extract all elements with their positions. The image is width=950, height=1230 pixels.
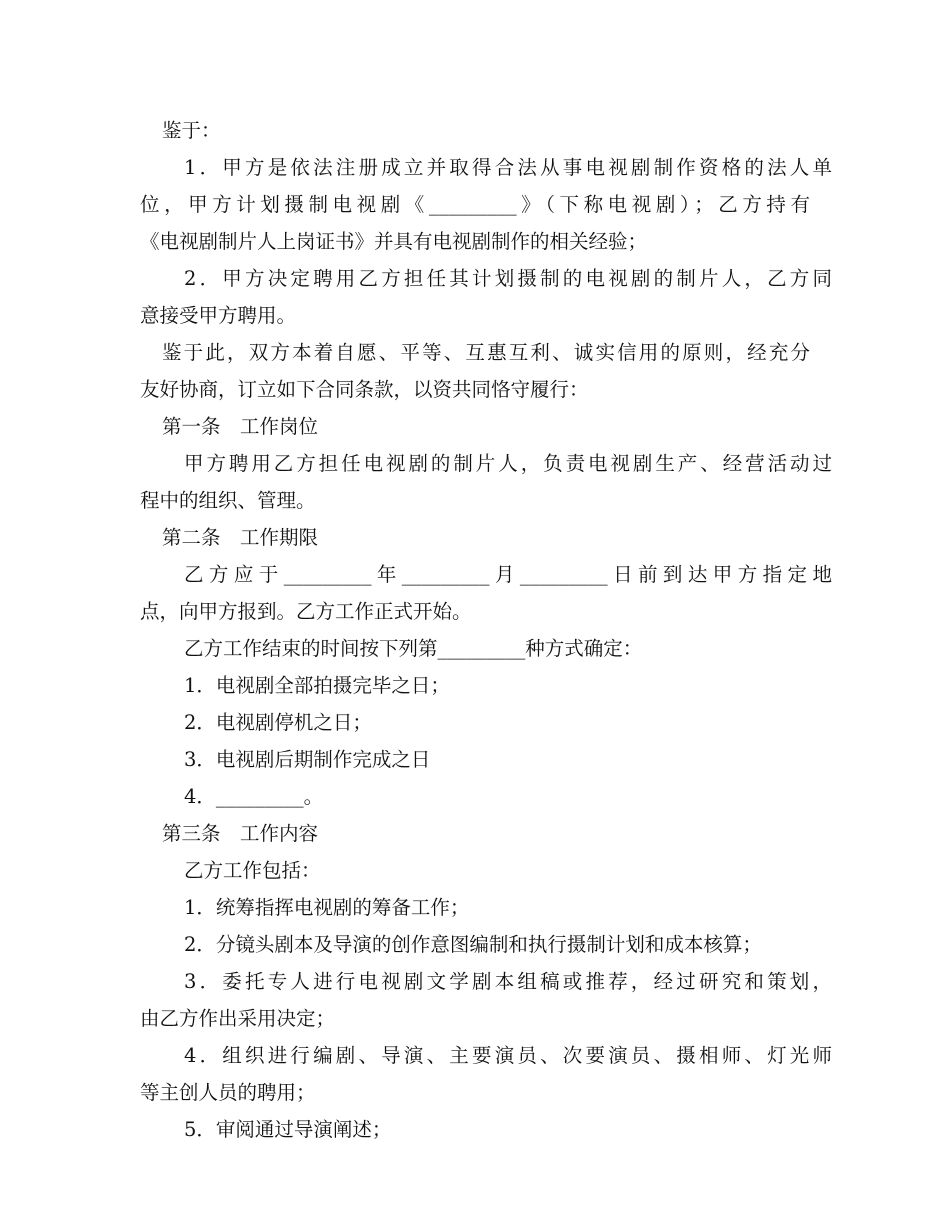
- text-line: 《电视剧制片人上岗证书》并具有电视剧制作的相关经验；: [140, 230, 648, 253]
- section-heading: 第三条 工作内容: [162, 822, 319, 845]
- text-line: 甲方聘用乙方担任电视剧的制片人，负责电视剧生产、经营活动过: [184, 452, 832, 475]
- list-item: 5．审阅通过导演阐述；: [184, 1118, 392, 1141]
- list-item: 3．电视剧后期制作完成之日: [184, 748, 431, 771]
- list-item: 4．组织进行编剧、导演、主要演员、次要演员、摄相师、灯光师: [184, 1044, 832, 1067]
- list-item: 1．电视剧全部拍摄完毕之日；: [184, 674, 450, 697]
- list-item: 4．_________。: [184, 785, 324, 808]
- text-line: 由乙方作出采用决定；: [140, 1007, 336, 1030]
- text-line: 意接受甲方聘用。: [140, 304, 297, 327]
- text-line: 点，向甲方报到。乙方工作正式开始。: [140, 600, 472, 623]
- text-line: 鉴于：: [162, 119, 221, 142]
- list-item: 3．委托专人进行电视剧文学剧本组稿或推荐，经过研究和策划，: [184, 970, 832, 993]
- text-line: 2．甲方决定聘用乙方担任其计划摄制的电视剧的制片人，乙方同: [184, 267, 832, 290]
- text-line: 乙方工作包括：: [184, 859, 321, 882]
- section-heading: 第二条 工作期限: [162, 526, 319, 549]
- list-item: 1．统筹指挥电视剧的筹备工作；: [184, 896, 470, 919]
- text-line: 等主创人员的聘用；: [140, 1081, 316, 1104]
- list-item: 2．分镜头剧本及导演的创作意图编制和执行摄制计划和成本核算；: [184, 933, 762, 956]
- list-item: 2．电视剧停机之日；: [184, 711, 372, 734]
- text-line: 程中的组织、管理。: [140, 489, 316, 512]
- text-line: 位，甲方计划摄制电视剧《_________》（下称电视剧）；乙方持有: [140, 193, 810, 216]
- text-line: 1．甲方是依法注册成立并取得合法从事电视剧制作资格的法人单: [184, 156, 832, 179]
- text-line: 乙方工作结束的时间按下列第_________种方式确定：: [184, 637, 643, 660]
- section-heading: 第一条 工作岗位: [162, 415, 319, 438]
- text-line: 友好协商，订立如下合同条款，以资共同恪守履行：: [140, 378, 589, 401]
- text-line: 鉴于此，双方本着自愿、平等、互惠互利、诚实信用的原则，经充分: [162, 341, 810, 364]
- text-line: 乙方应于_________年_________月_________日前到达甲方指定地: [184, 563, 832, 586]
